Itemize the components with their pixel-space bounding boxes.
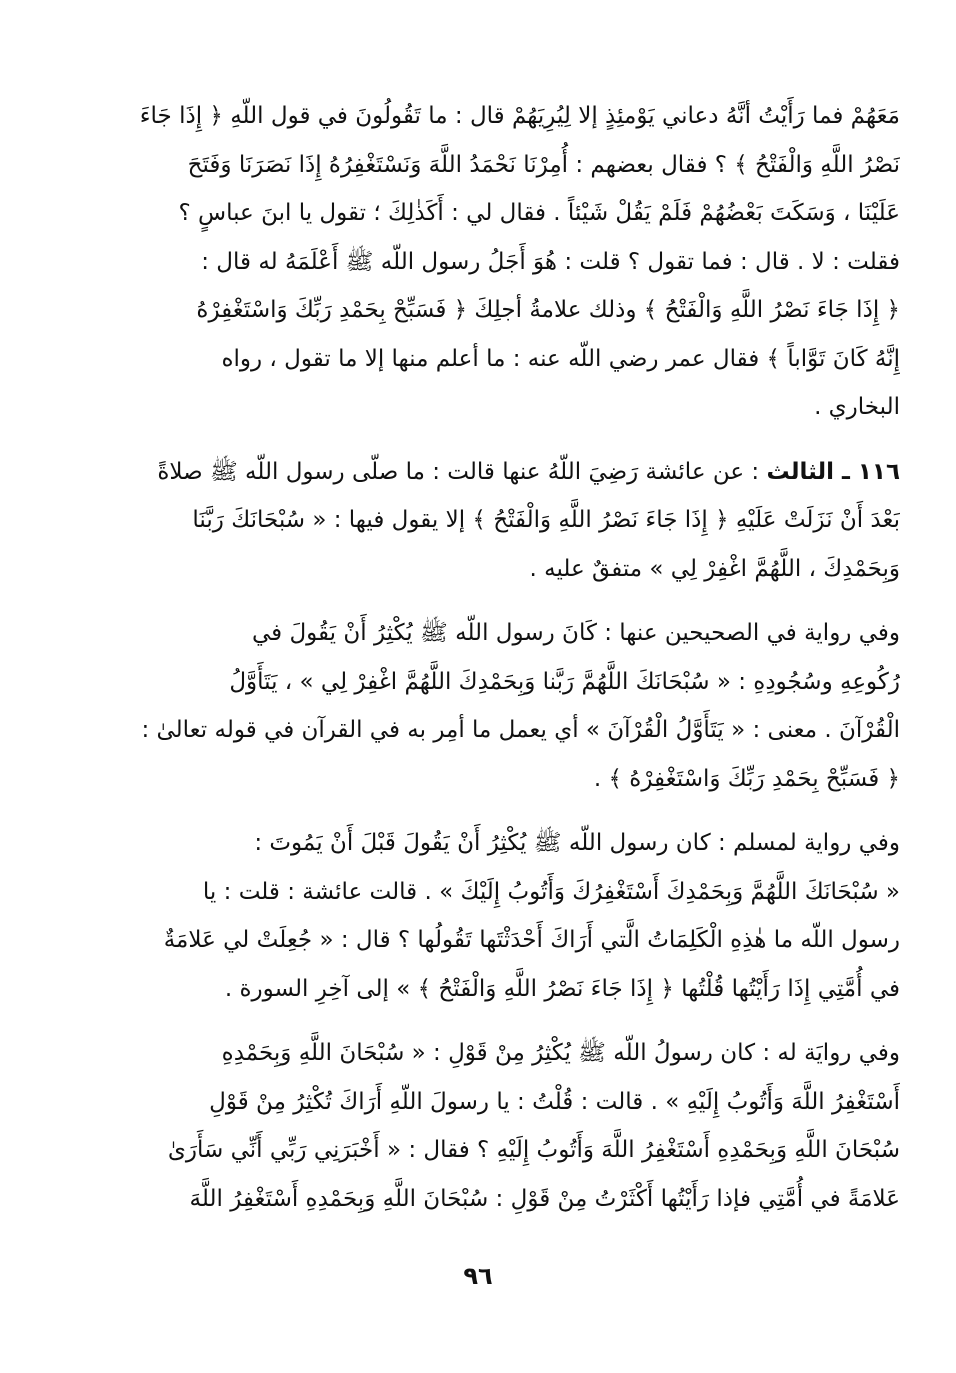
text-line [82, 448, 900, 497]
text-line: وَبِحَمْدِكَ ، اللَّهُمَّ اغْفِرْ لِي » متفقٌ عليه . [529, 555, 900, 582]
paragraph-1 [82, 92, 900, 432]
text-segment: : عن عائشة رَضِيَ اللّهُ عنها قالت : ما صلّى رسول اللّه ﷺ صلاةً [157, 458, 767, 485]
text-line: نَصْرُ اللَّهِ وَالْفَتْحُ ﴾ ؟ فقال بعضهم : أُمِرْنَا نَحْمَدُ اللَّهَ وَنَسْتَغْفِرُهُ إِذَا نَصَرَنَا وَفَتَحَ [187, 151, 900, 178]
text-line: سُبْحَانَ اللَّهِ وَبِحَمْدِهِ أَسْتَغْفِرُ اللَّهَ وَأَتُوبُ إِلَيْهِ ؟ فقال : « أَخْبَرَنِي رَبِّي أَنِّي سَأَرَىٰ [167, 1137, 900, 1163]
text-line: رُكُوعِهِ وسُجُودِهِ : « سُبْحَانَكَ اللَّهُمَّ رَبَّنا وَبِحَمْدِكَ اللَّهُمَّ اغْفِرْ لِي » ، يَتَأَوَّلُ [229, 668, 900, 695]
text-line: عَلامَةً في أُمَّتِي فإذا رَأَيْتُها أَكْثَرْتُ مِنْ قَوْلِ : سُبْحَانَ اللَّهِ وَبِحَمْدِهِ أَسْتَغْفِرُ اللَّهَ [189, 1185, 900, 1212]
paragraph-4 [82, 819, 900, 1013]
text-line: وفي رواية في الصحيحين عنها : كَانَ رسول اللّه ﷺ يُكْثِرُ أَنْ يَقُولَ في [251, 620, 900, 646]
page-number: ٩٦ [463, 1262, 493, 1290]
text-line: أَسْتَغْفِرُ اللَّهَ وَأَتُوبُ إِلَيْهِ » . قالت : قُلْتُ : يا رسولَ اللّهِ أَرَاكَ تُكْثِرُ مِنْ قَوْلِ [209, 1088, 900, 1115]
text-line: « سُبْحَانَكَ اللَّهُمَّ وَبِحَمْدِكَ أَسْتَغْفِرُكَ وَأَتُوبُ إِلَيْكَ » . قالت عائشة : قلت : يا [202, 878, 900, 905]
page-body [82, 92, 900, 1223]
text-line: رسول اللّه ما هٰذِهِ الْكَلِمَاتُ الَّتي أَرَاكَ أَحْدَثْتَها تَقُولُها ؟ قال : « جُعِلَتْ لي عَلامَةٌ [163, 927, 900, 953]
hadith-number: ١١٦ ـ الثالث [766, 458, 900, 485]
text-line: فقلت : لا . قال : فما تقول ؟ قلت : هُوَ أَجَلُ رسول اللّه ﷺ أَعْلَمَهُ له قال : [201, 248, 900, 275]
text-line: إِنَّهُ كَانَ تَوَّاباً ﴾ فقال عمر رضي اللّه عنه : ما أعلم منها إلا ما تقول ، رواه [221, 345, 900, 372]
text-line: وفي رواية لمسلم : كان رسول اللّه ﷺ يُكْثِرُ أَنْ يَقُولَ قَبْلَ أَنْ يَمُوتَ : [254, 830, 900, 856]
text-line: ﴿ فَسَبِّحْ بِحَمْدِ رَبِّكَ وَاسْتَغْفِرْهُ ﴾ . [593, 765, 900, 792]
text-line: عَلَيْنَا ، وَسَكَتَ بَعْضُهُمْ فَلَمْ يَقُلْ شَيْئاً . فقال لي : أَكَذٰلِكَ ؛ تقول يا ابنَ عباسٍ ؟ [178, 200, 900, 226]
text-line: الْقُرْآنَ . معنى : « يَتَأَوَّلُ الْقُرْآنَ » أي يعمل ما أمِر به في القرآن في قوله تعالىٰ : [141, 717, 900, 743]
text-line: وفي روايَة له : كان رسولُ اللّه ﷺ يُكْثِرُ مِنْ قَوْلِ : « سُبْحَانَ اللَّهِ وَبِحَمْدِهِ [221, 1040, 900, 1066]
text-line: مَعَهُمْ فما رَأَيْتُ أنَّهُ دعاني يَوْمئِذٍ إلا لِيُرِيَهُمْ قال : ما تَقُولُونَ في قول اللّهِ ﴿ إِذَا جَاءَ [139, 103, 900, 129]
text-line: ﴿ إِذَا جَاءَ نَصْرُ اللَّهِ وَالْفَتْحُ ﴾ وذلك علامةُ أجلِكَ ﴿ فَسَبِّحْ بِحَمْدِ رَبِّكَ وَاسْتَغْفِرْهُ [196, 297, 900, 323]
paragraph-3 [82, 609, 900, 803]
text-line: في أُمَّتِي إِذَا رَأَيْتُها قُلْتُها ﴿ إِذَا جَاءَ نَصْرُ اللَّهِ وَالْفَتْحُ ﴾ » إلى آخِرِ السورة . [224, 975, 900, 1002]
text-line: بَعْدَ أَنْ نَزَلَتْ عَلَيْهِ ﴿ إِذَا جَاءَ نَصْرُ اللَّهِ وَالْفَتْحُ ﴾ إلا يقول فيها : « سُبْحَانَكَ رَبَّنَا [192, 507, 900, 533]
paragraph-2 [82, 448, 900, 594]
text-line: البخاري . [814, 394, 900, 420]
paragraph-5 [82, 1029, 900, 1223]
